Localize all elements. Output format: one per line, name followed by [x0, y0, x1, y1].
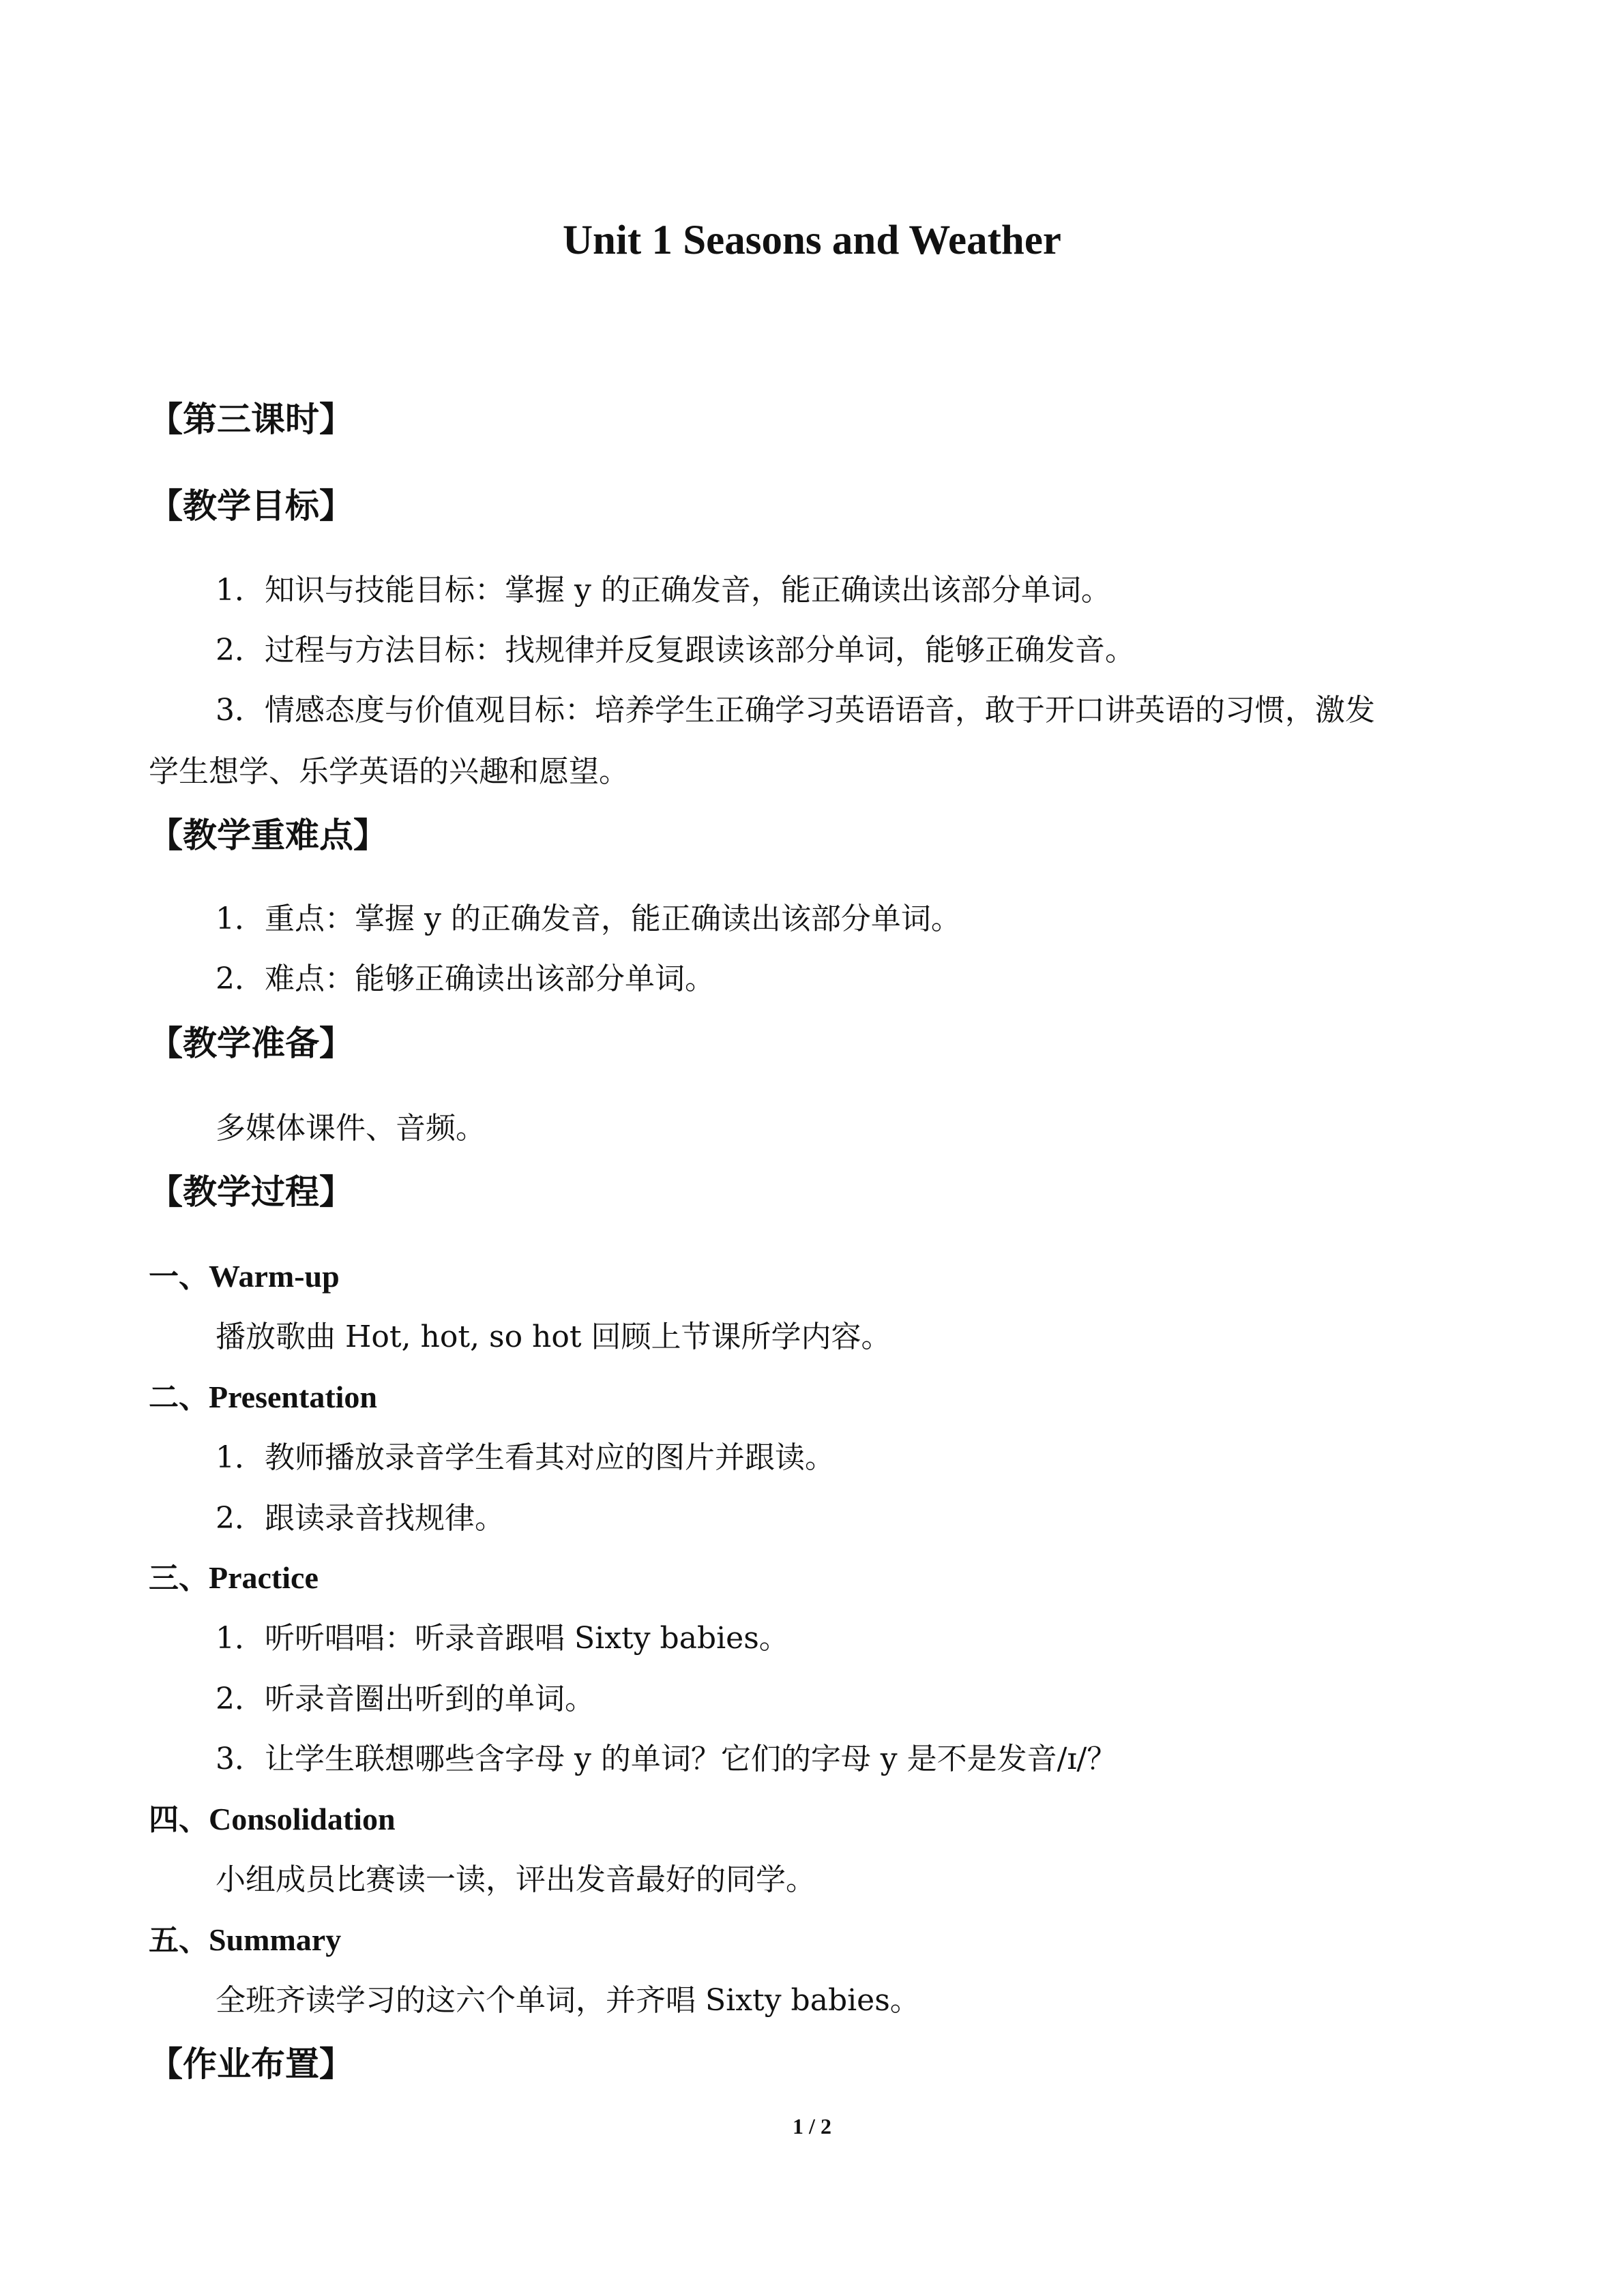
- step-practice: [149, 1553, 319, 1597]
- step-number: 四、: [149, 1802, 209, 1837]
- preparation-text: 多媒体课件、音频。: [216, 1111, 486, 1146]
- step-number: 三、: [149, 1561, 209, 1596]
- document-title: Unit 1 Seasons and Weather: [563, 218, 1061, 263]
- objective-item: 1．知识与技能目标：掌握 y 的正确发音，能正确读出该部分单词。: [216, 573, 1111, 608]
- step-summary: [149, 1915, 341, 1959]
- step-number: 二、: [149, 1380, 209, 1415]
- step-name: Summary: [209, 1922, 342, 1957]
- step-number: 五、: [149, 1923, 209, 1958]
- homework-heading: 【作业布置】: [149, 2044, 353, 2084]
- lesson-heading: 【第三课时】: [149, 400, 353, 439]
- step-item: 2．跟读录音找规律。: [216, 1501, 505, 1536]
- objectives-heading: 【教学目标】: [149, 486, 353, 526]
- step-item: 3．让学生联想哪些含字母 y 的单词？它们的字母 y 是不是发音/ɪ/？: [216, 1742, 1117, 1776]
- step-name: Presentation: [209, 1380, 378, 1414]
- step-item: 1．教师播放录音学生看其对应的图片并跟读。: [216, 1440, 835, 1475]
- page-number: 1 / 2: [793, 2114, 831, 2138]
- preparation-heading: 【教学准备】: [149, 1024, 353, 1063]
- key-points-heading: 【教学重难点】: [149, 816, 387, 855]
- step-item: 全班齐读学习的这六个单词，并齐唱 Sixty babies。: [216, 1983, 920, 2018]
- step-presentation: [149, 1373, 377, 1416]
- step-name: Consolidation: [209, 1802, 396, 1836]
- step-consolidation: [149, 1795, 396, 1838]
- step-item: 小组成员比赛读一读，评出发音最好的同学。: [216, 1862, 816, 1897]
- step-name: Practice: [209, 1560, 319, 1595]
- step-number: 一、: [149, 1259, 209, 1294]
- key-point-item: 1．重点：掌握 y 的正确发音，能正确读出该部分单词。: [216, 901, 961, 936]
- process-heading: 【教学过程】: [149, 1172, 353, 1212]
- key-point-item: 2．难点：能够正确读出该部分单词。: [216, 961, 715, 996]
- step-item: 2．听录音圈出听到的单词。: [216, 1682, 595, 1716]
- step-item: 播放歌曲 Hot, hot, so hot 回顾上节课所学内容。: [216, 1320, 891, 1354]
- step-warm-up: [149, 1252, 340, 1296]
- objective-item-continued: 学生想学、乐学英语的兴趣和愿望。: [149, 754, 629, 789]
- objective-item: 2．过程与方法目标：找规律并反复跟读该部分单词，能够正确发音。: [216, 633, 1135, 668]
- step-name: Warm-up: [209, 1259, 340, 1294]
- objective-item: 3．情感态度与价值观目标：培养学生正确学习英语语音，敢于开口讲英语的习惯，激发: [216, 693, 1375, 728]
- step-item: 1．听听唱唱：听录音跟唱 Sixty babies。: [216, 1621, 789, 1656]
